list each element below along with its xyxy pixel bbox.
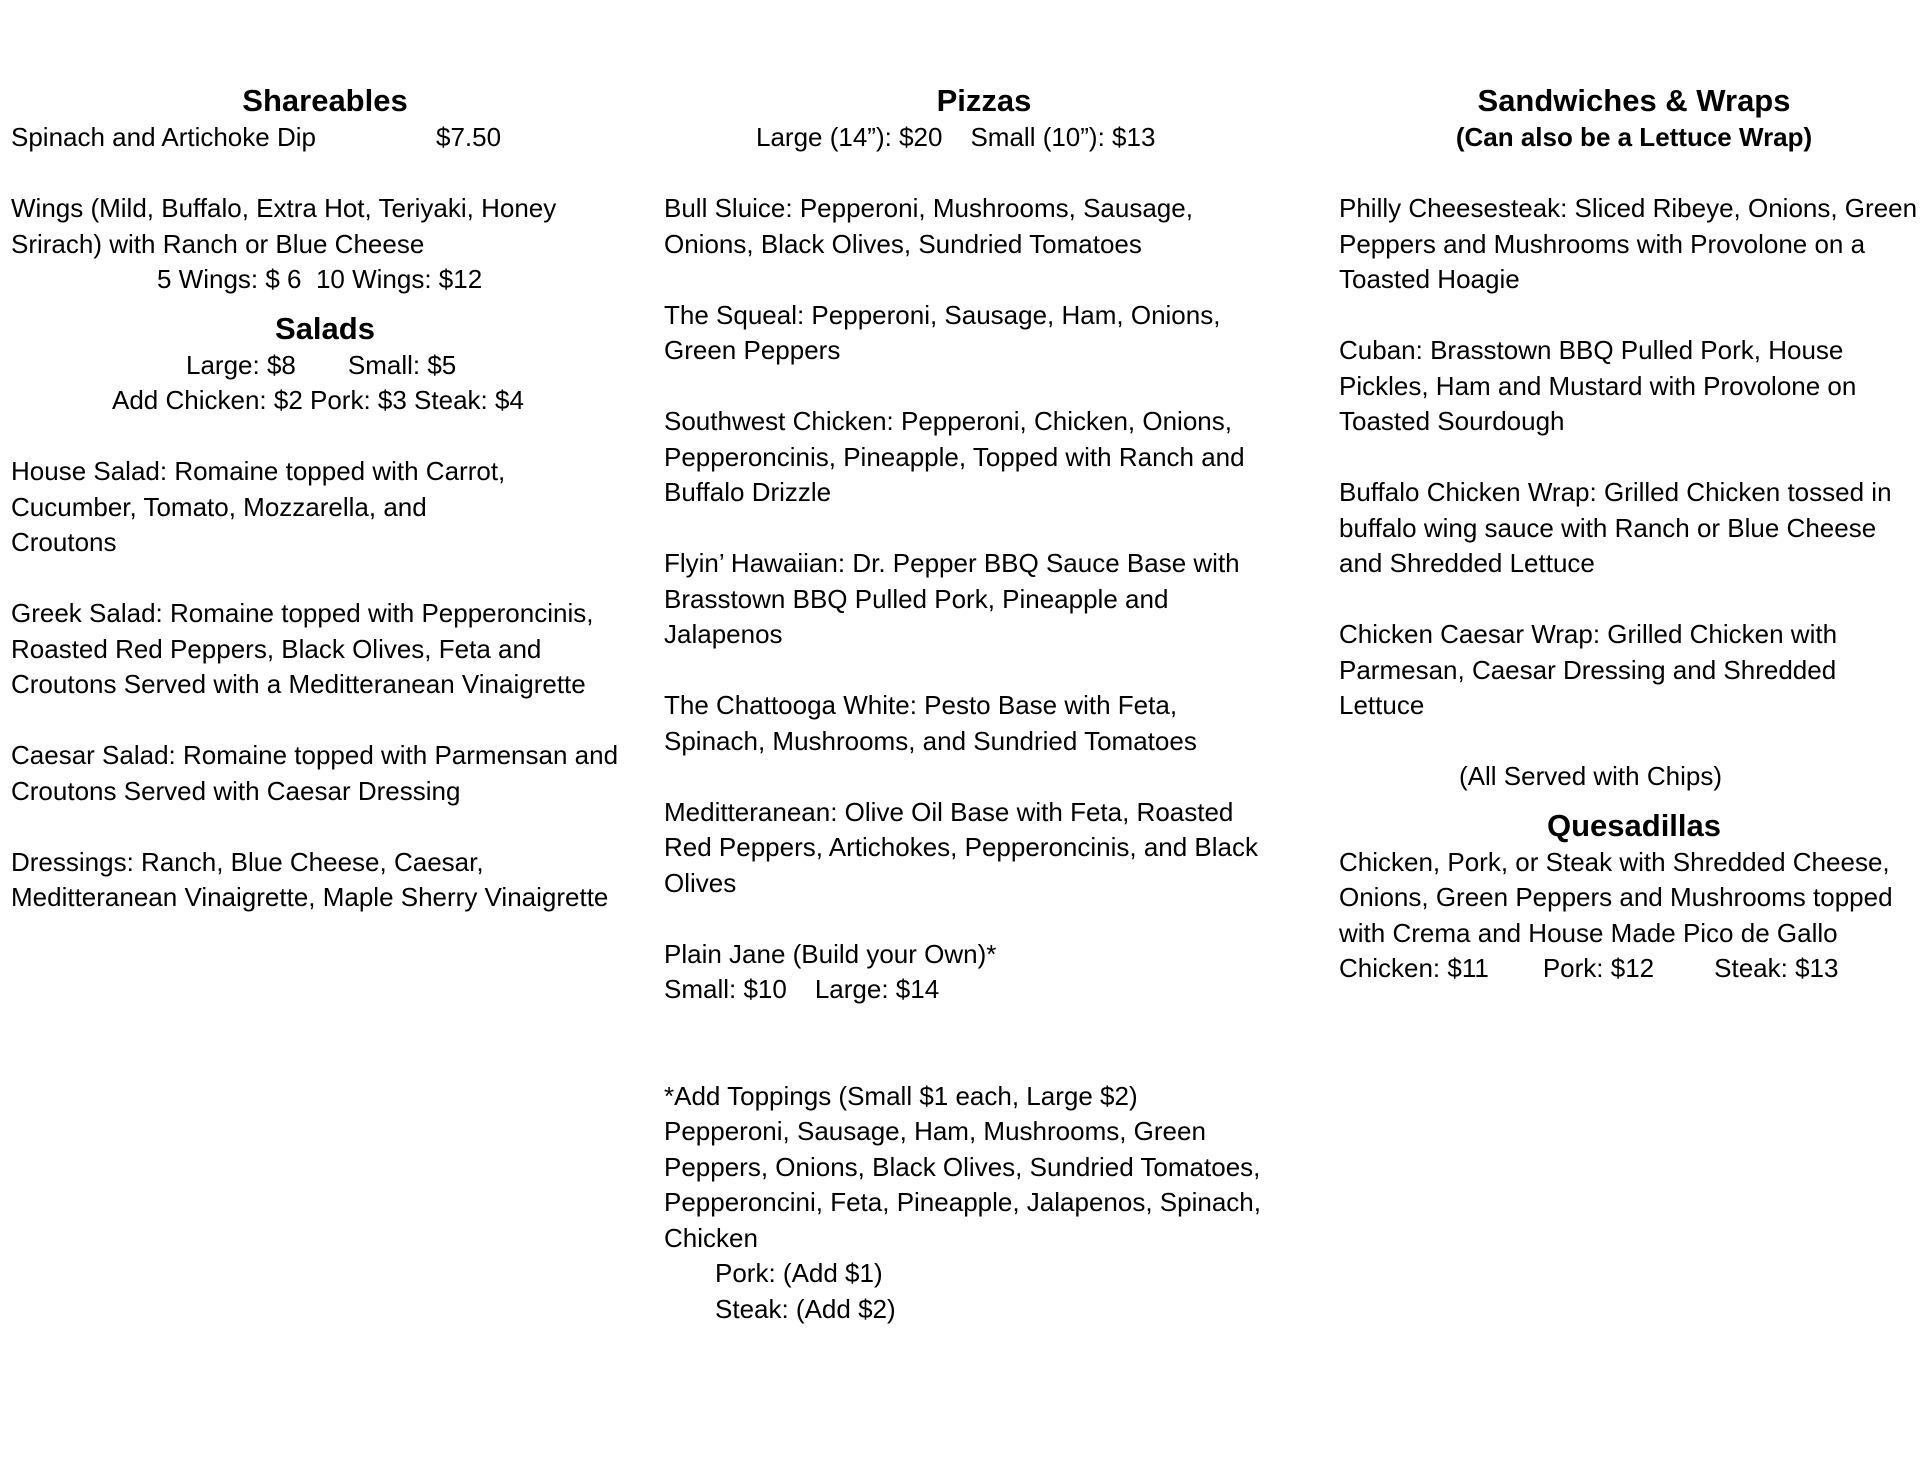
toppings-list: Pepperoni, Sausage, Ham, Mushrooms, Green Peppers, Onions, Black Olives, Sundried Tomatoes, Pepperoncini, Feta, Pineapple, Jalapenos, Spinach, Chicken [664,1116,1261,1253]
salad-add-protein: Add Chicken: $2 Pork: $3 Steak: $4 [112,385,524,415]
pizza-plain-jane: Plain Jane (Build your Own)* [664,938,997,969]
wings-price-5: 5 Wings: $ 6 [157,264,302,294]
sandwich-philly: Philly Cheesesteak: Sliced Ribeye, Onions, Green Peppers and Mushrooms with Provolone on a Toasted Hoagie [1339,193,1918,294]
quesadilla-steak-price: Steak: $13 [1714,953,1839,983]
caesar-salad: Caesar Salad: Romaine topped with Parmensan and Croutons Served with Caesar Dressing [11,740,619,806]
pizza-chattooga-white: The Chattooga White: Pesto Base with Feta, Spinach, Mushrooms, and Sundried Tomatoes [664,690,1197,756]
pizza-meditteranean: Meditteranean: Olive Oil Base with Feta, Roasted Red Peppers, Artichokes, Pepperoncinis, and Black Olives [664,796,1259,898]
pizza-large-price: Large (14”): $20 [756,122,943,152]
salad-large-price: Large: $8 [186,349,296,380]
salad-small-price: Small: $5 [347,349,457,380]
salad-sizes [11,348,651,384]
menu-column-middle [664,82,1304,1327]
topping-pork-price: Pork: (Add $1) [715,1258,883,1288]
chips-note: (All Served with Chips) [1459,761,1722,791]
quesadilla-pork-price: Pork: $12 [1542,953,1655,983]
quesadilla-description: Chicken, Pork, or Steak with Shredded Cheese, Onions, Green Peppers and Mushrooms topped with Crema and House Made Pico de Gallo [1339,846,1893,948]
wings-price-10: 10 Wings: $12 [315,264,483,294]
sandwiches-heading: Sandwiches & Wraps [1477,83,1791,118]
dip-price: $7.50 [436,122,502,152]
dip-name: Spinach and Artichoke Dip [11,122,316,152]
plain-jane-small-price: Small: $10 [664,974,787,1004]
wings-prices [11,262,651,298]
pizza-small-price: Small (10”): $13 [970,122,1156,152]
pizzas-heading: Pizzas [936,83,1032,118]
topping-steak-price: Steak: (Add $2) [715,1293,896,1324]
pizza-flyin-hawaiian: Flyin’ Hawaiian: Dr. Pepper BBQ Sauce Base with Brasstown BBQ Pulled Pork, Pineapple and Jalapenos [664,548,1240,649]
dressings: Dressings: Ranch, Blue Cheese, Caesar, Meditteranean Vinaigrette, Maple Sherry Vinaigrette [11,846,609,912]
plain-jane-prices [664,972,1304,1008]
sandwiches-subheading: (Can also be a Lettuce Wrap) [1455,122,1813,152]
pizza-the-squeal: The Squeal: Pepperoni, Sausage, Ham, Onions, Green Peppers [664,299,1221,365]
shareables-heading: Shareables [242,83,408,118]
wrap-chicken-caesar: Chicken Caesar Wrap: Grilled Chicken with Parmesan, Caesar Dressing and Shredded Lettuce [1339,619,1838,720]
greek-salad: Greek Salad: Romaine topped with Pepperoncinis, Roasted Red Peppers, Black Olives, Feta and Croutons Served with a Meditteranean Vinaigrette [11,598,594,699]
toppings-title: *Add Toppings (Small $1 each, Large $2) [664,1080,1138,1111]
pizza-bull-sluice: Bull Sluice: Pepperoni, Mushrooms, Sausage, Onions, Black Olives, Sundried Tomatoes [664,193,1193,259]
dip-row [11,120,651,156]
wings-description: Wings (Mild, Buffalo, Extra Hot, Teriyaki, Honey Srirach) with Ranch or Blue Cheese [11,193,557,259]
plain-jane-large-price: Large: $14 [814,974,940,1004]
salads-heading: Salads [275,310,375,346]
menu-column-left [11,82,651,916]
pizza-sizes [664,120,1304,156]
quesadilla-chicken-price: Chicken: $11 [1339,953,1489,983]
quesadillas-heading: Quesadillas [1546,807,1722,843]
wrap-buffalo-chicken: Buffalo Chicken Wrap: Grilled Chicken tossed in buffalo wing sauce with Ranch or Blue Cheese and Shredded Lettuce [1339,477,1892,578]
house-salad: House Salad: Romaine topped with Carrot, Cucumber, Tomato, Mozzarella, and Croutons [11,456,506,557]
sandwich-cuban: Cuban: Brasstown BBQ Pulled Pork, House Pickles, Ham and Mustard with Provolone on Toasted Sourdough [1339,335,1857,436]
quesadilla-prices [1339,951,1919,987]
pizza-southwest-chicken: Southwest Chicken: Pepperoni, Chicken, Onions, Pepperoncinis, Pineapple, Topped with Ranch and Buffalo Drizzle [664,406,1245,507]
menu-column-right [1339,82,1919,987]
